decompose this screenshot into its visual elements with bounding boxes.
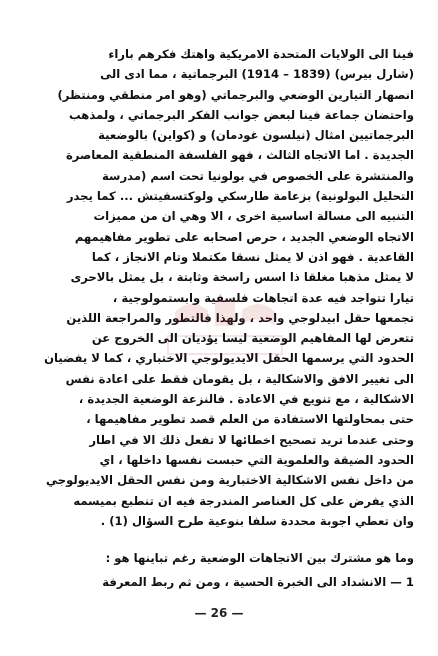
text-line: الى تغيير الافق والاشكالية ، بل يقومان فقط على اعادة نفس bbox=[65, 371, 414, 386]
text-line: 1 — الانشداد الى الخبرة الحسية ، ومن ثم ربط المعرفة bbox=[102, 575, 414, 589]
text-line: تجمعها حقل ابيدلوجي واحد ، ولهذا فالتطور والمراجعة اللذين bbox=[66, 310, 414, 325]
main-paragraph bbox=[26, 44, 414, 531]
second-paragraph bbox=[26, 546, 414, 594]
text-line: البرجماتيين امثال (نيلسون غودمان) و (كواين) بالوضعية bbox=[98, 128, 414, 143]
text-line: وان تعطي اجوبة محددة سلفا بنوعية طرح السؤال (1) . bbox=[100, 513, 414, 528]
text-line: وما هو مشترك بين الاتجاهات الوضعية رغم تباينها هو : bbox=[105, 551, 414, 565]
text-line: الحدود الضيقة والعلموية التي حبست نفسها داخلها ، اي bbox=[99, 452, 414, 467]
text-line: الذي يفرض على كل العناصر المندرجة فيه ان تنطبع بميسمه bbox=[73, 493, 414, 508]
text-line: انصهار التيارين الوضعي والبرجماتي (وهو امر منطقي ومنتظر) bbox=[57, 87, 414, 102]
text-line: الجديدة . اما الاتجاه الثالث ، فهو الفلسفة المنطقية المعاصرة bbox=[65, 148, 414, 163]
text-line: التحليل البولونية) بزعامة طارسكي ولوكتسفيتش ... كما يجدر bbox=[66, 189, 414, 204]
text-line: تتعرض لها المفاهيم الوضعية ليسا يؤديان الى الخروج عن bbox=[91, 331, 414, 346]
page-number: — 26 — bbox=[194, 606, 244, 620]
text-line: والمنتشرة على الخصوص في بولونيا تحت اسم (مدرسة bbox=[102, 168, 414, 183]
text-line: فينا الى الولايات المتحدة الامريكية واهتك فكرهم باراء bbox=[108, 47, 414, 61]
text-line: واحتضان جماعة فينا لبعض جوانب الفكر البرجماتي ، ولمذهب bbox=[69, 107, 414, 122]
text-line: (شارل بيرس) (1839 – 1914) البرجماتية ، مما ادى الى bbox=[100, 67, 414, 82]
text-line: الاتجاه الوضعي الجديد ، حرص اصحابه على تطوير مفاهيمهم bbox=[74, 229, 414, 244]
text-line: وحتى عندما تريد تصحيح اخطائها لا تفعل ذلك الا في اطار bbox=[89, 432, 414, 447]
text-line: تيارا تتواجد فيه عدة اتجاهات فلسفية وابستمولوجية ، bbox=[112, 290, 414, 305]
text-line: التنبيه الى مسالة اساسية اخرى ، الا وهي ان من مميزات bbox=[93, 209, 414, 224]
text-line: الاشكالية ، مع تنويع في الاعادة . فالنزعة الوضعية الجديدة ، bbox=[78, 392, 414, 407]
text-line: حتى بمحاولتها الاستفادة من العلم قصد تطوير مفاهيمها ، bbox=[86, 412, 414, 427]
text-line: الحدود التي يرسمها الحقل الايديولوجي الاختباري ، كما لا يفضيان bbox=[44, 351, 414, 366]
text-line: من داخل نفس الاشكالية الاختبارية ومن نفس الحقل الايديولوجي bbox=[46, 473, 414, 488]
text-line: لا يمثل مذهبا مغلقا ذا اسس راسخة وثابتة ، بل يمثل بالاحرى bbox=[70, 270, 414, 285]
text-line: القاعدية . فهو اذن لا يمثل نسقا مكتملا وتام الانجاز ، كما bbox=[91, 249, 414, 264]
